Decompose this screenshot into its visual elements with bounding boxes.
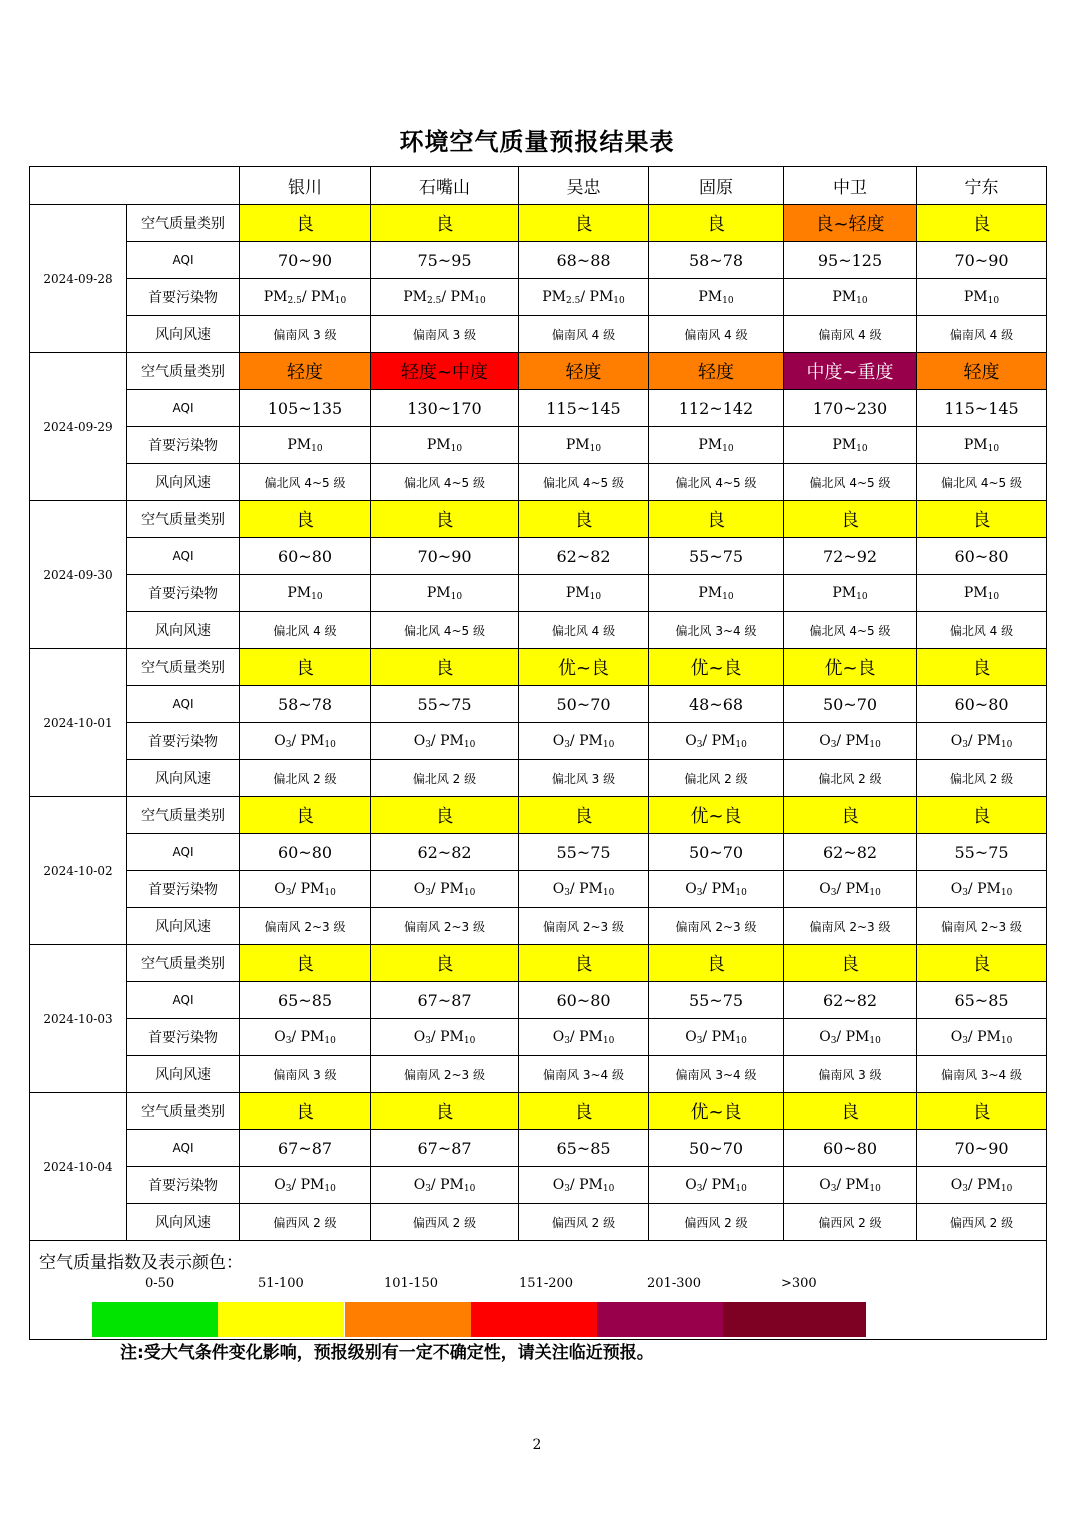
city-header: 中卫 bbox=[784, 167, 917, 205]
pollutant-row-label: 首要污染物 bbox=[127, 723, 240, 760]
legend-color-swatch bbox=[597, 1302, 723, 1337]
wind-cell: 偏北风 4~5 级 bbox=[784, 464, 917, 501]
aqi-cell: 60~80 bbox=[917, 538, 1047, 575]
quality-category-cell: 良 bbox=[519, 205, 649, 242]
pollutant-cell: $PM_{10}$ bbox=[649, 279, 784, 316]
quality-category-cell: 良 bbox=[240, 1093, 371, 1130]
date-cell: 2024-10-04 bbox=[30, 1093, 127, 1241]
quality-category-cell: 良 bbox=[784, 501, 917, 538]
pollutant-cell: $O_3/$ $PM_{10}$ bbox=[784, 1167, 917, 1204]
date-cell: 2024-09-29 bbox=[30, 353, 127, 501]
aqi-cell: 62~82 bbox=[519, 538, 649, 575]
quality-category-cell: 良 bbox=[917, 205, 1047, 242]
wind-row-label: 风向风速 bbox=[127, 760, 240, 797]
table-row bbox=[30, 1019, 1047, 1056]
pollutant-cell: $O_3/$ $PM_{10}$ bbox=[917, 1167, 1047, 1204]
wind-cell: 偏北风 4~5 级 bbox=[519, 464, 649, 501]
legend-range-label: 201-300 bbox=[647, 1276, 702, 1291]
pollutant-cell: $PM_{10}$ bbox=[371, 427, 519, 464]
pollutant-cell: $O_3/$ $PM_{10}$ bbox=[519, 871, 649, 908]
pollutant-cell: $O_3/$ $PM_{10}$ bbox=[917, 723, 1047, 760]
wind-cell: 偏北风 4~5 级 bbox=[371, 612, 519, 649]
aqi-row-label: AQI bbox=[127, 834, 240, 871]
table-row bbox=[30, 1167, 1047, 1204]
pollutant-cell: $PM_{2.5}/$ $PM_{10}$ bbox=[519, 279, 649, 316]
quality-category-cell: 良 bbox=[371, 501, 519, 538]
aqi-cell: 55~75 bbox=[649, 538, 784, 575]
aqi-cell: 58~78 bbox=[649, 242, 784, 279]
table-row bbox=[30, 501, 1047, 538]
category-row-label: 空气质量类别 bbox=[127, 501, 240, 538]
aqi-cell: 58~78 bbox=[240, 686, 371, 723]
city-header: 固原 bbox=[649, 167, 784, 205]
wind-cell: 偏南风 3 级 bbox=[240, 316, 371, 353]
legend-range-label: 51-100 bbox=[258, 1276, 304, 1291]
aqi-cell: 65~85 bbox=[917, 982, 1047, 1019]
aqi-cell: 62~82 bbox=[784, 834, 917, 871]
pollutant-cell: $O_3/$ $PM_{10}$ bbox=[371, 871, 519, 908]
wind-cell: 偏北风 4~5 级 bbox=[784, 612, 917, 649]
aqi-cell: 67~87 bbox=[371, 982, 519, 1019]
aqi-cell: 105~135 bbox=[240, 390, 371, 427]
aqi-cell: 115~145 bbox=[917, 390, 1047, 427]
quality-category-cell: 良 bbox=[784, 945, 917, 982]
wind-cell: 偏北风 3~4 级 bbox=[649, 612, 784, 649]
wind-cell: 偏北风 4~5 级 bbox=[649, 464, 784, 501]
aqi-row-label: AQI bbox=[127, 982, 240, 1019]
disclaimer-note: 注:受大气条件变化影响，预报级别有一定不确定性，请关注临近预报。 bbox=[120, 1343, 654, 1363]
quality-category-cell: 良 bbox=[784, 1093, 917, 1130]
pollutant-cell: $PM_{2.5}/$ $PM_{10}$ bbox=[371, 279, 519, 316]
wind-cell: 偏北风 2 级 bbox=[649, 760, 784, 797]
pollutant-cell: $PM_{10}$ bbox=[519, 575, 649, 612]
table-row bbox=[30, 316, 1047, 353]
aqi-cell: 50~70 bbox=[649, 834, 784, 871]
aqi-row-label: AQI bbox=[127, 1130, 240, 1167]
wind-cell: 偏南风 3~4 级 bbox=[917, 1056, 1047, 1093]
pollutant-cell: $PM_{2.5}/$ $PM_{10}$ bbox=[240, 279, 371, 316]
header-row bbox=[30, 167, 1047, 205]
aqi-cell: 50~70 bbox=[784, 686, 917, 723]
table-row bbox=[30, 205, 1047, 242]
wind-cell: 偏西风 2 级 bbox=[649, 1204, 784, 1241]
table-row bbox=[30, 723, 1047, 760]
wind-cell: 偏西风 2 级 bbox=[917, 1204, 1047, 1241]
quality-category-cell: 良 bbox=[519, 945, 649, 982]
date-cell: 2024-10-03 bbox=[30, 945, 127, 1093]
pollutant-cell: $O_3/$ $PM_{10}$ bbox=[649, 1167, 784, 1204]
quality-category-cell: 优~良 bbox=[649, 797, 784, 834]
pollutant-cell: $PM_{10}$ bbox=[519, 427, 649, 464]
pollutant-cell: $PM_{10}$ bbox=[784, 575, 917, 612]
aqi-cell: 60~80 bbox=[240, 834, 371, 871]
quality-category-cell: 良 bbox=[240, 649, 371, 686]
pollutant-cell: $PM_{10}$ bbox=[240, 575, 371, 612]
aqi-cell: 55~75 bbox=[917, 834, 1047, 871]
table-row bbox=[30, 1056, 1047, 1093]
wind-cell: 偏北风 3 级 bbox=[519, 760, 649, 797]
table-row bbox=[30, 242, 1047, 279]
table-row bbox=[30, 908, 1047, 945]
category-row-label: 空气质量类别 bbox=[127, 797, 240, 834]
wind-cell: 偏西风 2 级 bbox=[240, 1204, 371, 1241]
aqi-cell: 70~90 bbox=[371, 538, 519, 575]
legend-range-label: >300 bbox=[781, 1276, 817, 1291]
table-row bbox=[30, 353, 1047, 390]
pollutant-cell: $O_3/$ $PM_{10}$ bbox=[371, 1019, 519, 1056]
pollutant-row-label: 首要污染物 bbox=[127, 427, 240, 464]
pollutant-cell: $O_3/$ $PM_{10}$ bbox=[649, 871, 784, 908]
wind-cell: 偏南风 4 级 bbox=[649, 316, 784, 353]
wind-cell: 偏北风 2 级 bbox=[371, 760, 519, 797]
quality-category-cell: 良 bbox=[240, 501, 371, 538]
aqi-cell: 95~125 bbox=[784, 242, 917, 279]
pollutant-cell: $O_3/$ $PM_{10}$ bbox=[649, 1019, 784, 1056]
aqi-cell: 130~170 bbox=[371, 390, 519, 427]
table-row bbox=[30, 760, 1047, 797]
wind-cell: 偏北风 4~5 级 bbox=[371, 464, 519, 501]
aqi-cell: 67~87 bbox=[371, 1130, 519, 1167]
legend-range-label: 101-150 bbox=[384, 1276, 439, 1291]
quality-category-cell: 中度~重度 bbox=[784, 353, 917, 390]
page-number: 2 bbox=[532, 1437, 542, 1453]
quality-category-cell: 良 bbox=[240, 945, 371, 982]
pollutant-cell: $PM_{10}$ bbox=[649, 427, 784, 464]
wind-cell: 偏北风 2 级 bbox=[240, 760, 371, 797]
pollutant-cell: $O_3/$ $PM_{10}$ bbox=[371, 723, 519, 760]
wind-cell: 偏北风 4 级 bbox=[240, 612, 371, 649]
quality-category-cell: 良 bbox=[371, 1093, 519, 1130]
quality-category-cell: 良 bbox=[240, 205, 371, 242]
table-row bbox=[30, 982, 1047, 1019]
wind-cell: 偏南风 2~3 级 bbox=[371, 1056, 519, 1093]
pollutant-row-label: 首要污染物 bbox=[127, 871, 240, 908]
aqi-cell: 60~80 bbox=[240, 538, 371, 575]
aqi-cell: 70~90 bbox=[240, 242, 371, 279]
pollutant-cell: $O_3/$ $PM_{10}$ bbox=[917, 871, 1047, 908]
quality-category-cell: 良 bbox=[917, 1093, 1047, 1130]
table-row bbox=[30, 797, 1047, 834]
quality-category-cell: 良 bbox=[917, 649, 1047, 686]
table-row bbox=[30, 538, 1047, 575]
wind-cell: 偏南风 2~3 级 bbox=[371, 908, 519, 945]
wind-cell: 偏南风 3 级 bbox=[371, 316, 519, 353]
pollutant-row-label: 首要污染物 bbox=[127, 1167, 240, 1204]
pollutant-row-label: 首要污染物 bbox=[127, 279, 240, 316]
quality-category-cell: 良 bbox=[371, 205, 519, 242]
aqi-row-label: AQI bbox=[127, 538, 240, 575]
wind-cell: 偏南风 4 级 bbox=[519, 316, 649, 353]
wind-cell: 偏南风 3~4 级 bbox=[649, 1056, 784, 1093]
table-row bbox=[30, 612, 1047, 649]
wind-row-label: 风向风速 bbox=[127, 612, 240, 649]
table-row bbox=[30, 464, 1047, 501]
wind-cell: 偏南风 2~3 级 bbox=[240, 908, 371, 945]
quality-category-cell: 良 bbox=[519, 501, 649, 538]
aqi-cell: 60~80 bbox=[917, 686, 1047, 723]
pollutant-cell: $PM_{10}$ bbox=[371, 575, 519, 612]
legend-row bbox=[30, 1241, 1047, 1340]
table-row bbox=[30, 945, 1047, 982]
quality-category-cell: 良 bbox=[917, 945, 1047, 982]
pollutant-cell: $PM_{10}$ bbox=[917, 279, 1047, 316]
table-row bbox=[30, 1130, 1047, 1167]
quality-category-cell: 优~良 bbox=[649, 1093, 784, 1130]
aqi-row-label: AQI bbox=[127, 242, 240, 279]
quality-category-cell: 优~良 bbox=[649, 649, 784, 686]
aqi-cell: 60~80 bbox=[784, 1130, 917, 1167]
category-row-label: 空气质量类别 bbox=[127, 649, 240, 686]
aqi-cell: 62~82 bbox=[784, 982, 917, 1019]
aqi-cell: 72~92 bbox=[784, 538, 917, 575]
aqi-cell: 67~87 bbox=[240, 1130, 371, 1167]
wind-cell: 偏南风 3~4 级 bbox=[519, 1056, 649, 1093]
wind-cell: 偏西风 2 级 bbox=[519, 1204, 649, 1241]
legend-color-swatch bbox=[218, 1302, 344, 1337]
pollutant-cell: $O_3/$ $PM_{10}$ bbox=[519, 723, 649, 760]
quality-category-cell: 良 bbox=[371, 649, 519, 686]
quality-category-cell: 良 bbox=[917, 501, 1047, 538]
quality-category-cell: 良 bbox=[649, 205, 784, 242]
pollutant-row-label: 首要污染物 bbox=[127, 1019, 240, 1056]
pollutant-cell: $O_3/$ $PM_{10}$ bbox=[240, 723, 371, 760]
date-cell: 2024-10-01 bbox=[30, 649, 127, 797]
pollutant-cell: $PM_{10}$ bbox=[784, 279, 917, 316]
quality-category-cell: 良~轻度 bbox=[784, 205, 917, 242]
quality-category-cell: 优~良 bbox=[784, 649, 917, 686]
aqi-cell: 50~70 bbox=[649, 1130, 784, 1167]
quality-category-cell: 良 bbox=[649, 945, 784, 982]
quality-category-cell: 轻度~中度 bbox=[371, 353, 519, 390]
legend-range-label: 0-50 bbox=[145, 1276, 175, 1291]
quality-category-cell: 良 bbox=[649, 501, 784, 538]
wind-row-label: 风向风速 bbox=[127, 464, 240, 501]
pollutant-cell: $O_3/$ $PM_{10}$ bbox=[519, 1019, 649, 1056]
quality-category-cell: 良 bbox=[519, 1093, 649, 1130]
aqi-cell: 115~145 bbox=[519, 390, 649, 427]
date-cell: 2024-09-28 bbox=[30, 205, 127, 353]
wind-cell: 偏北风 4~5 级 bbox=[917, 464, 1047, 501]
quality-category-cell: 轻度 bbox=[649, 353, 784, 390]
city-header: 宁东 bbox=[917, 167, 1047, 205]
city-header: 吴忠 bbox=[519, 167, 649, 205]
aqi-cell: 70~90 bbox=[917, 242, 1047, 279]
pollutant-cell: $PM_{10}$ bbox=[917, 427, 1047, 464]
header-corner bbox=[30, 167, 240, 205]
aqi-cell: 68~88 bbox=[519, 242, 649, 279]
quality-category-cell: 良 bbox=[784, 797, 917, 834]
quality-category-cell: 轻度 bbox=[519, 353, 649, 390]
aqi-cell: 65~85 bbox=[519, 1130, 649, 1167]
aqi-cell: 48~68 bbox=[649, 686, 784, 723]
wind-cell: 偏西风 2 级 bbox=[784, 1204, 917, 1241]
pollutant-cell: $O_3/$ $PM_{10}$ bbox=[784, 723, 917, 760]
aqi-cell: 60~80 bbox=[519, 982, 649, 1019]
quality-category-cell: 良 bbox=[240, 797, 371, 834]
pollutant-cell: $O_3/$ $PM_{10}$ bbox=[519, 1167, 649, 1204]
aqi-cell: 70~90 bbox=[917, 1130, 1047, 1167]
category-row-label: 空气质量类别 bbox=[127, 1093, 240, 1130]
table-row bbox=[30, 279, 1047, 316]
aqi-color-legend bbox=[30, 1241, 1047, 1340]
wind-cell: 偏南风 2~3 级 bbox=[917, 908, 1047, 945]
category-row-label: 空气质量类别 bbox=[127, 205, 240, 242]
aqi-row-label: AQI bbox=[127, 390, 240, 427]
quality-category-cell: 轻度 bbox=[240, 353, 371, 390]
legend-color-swatch bbox=[723, 1302, 866, 1337]
quality-category-cell: 良 bbox=[371, 945, 519, 982]
wind-cell: 偏北风 2 级 bbox=[917, 760, 1047, 797]
table-row bbox=[30, 427, 1047, 464]
pollutant-cell: $O_3/$ $PM_{10}$ bbox=[784, 871, 917, 908]
quality-category-cell: 轻度 bbox=[917, 353, 1047, 390]
quality-category-cell: 良 bbox=[371, 797, 519, 834]
wind-cell: 偏南风 3 级 bbox=[240, 1056, 371, 1093]
wind-row-label: 风向风速 bbox=[127, 1204, 240, 1241]
table-row bbox=[30, 686, 1047, 723]
aqi-cell: 55~75 bbox=[649, 982, 784, 1019]
wind-cell: 偏北风 4 级 bbox=[519, 612, 649, 649]
pollutant-cell: $O_3/$ $PM_{10}$ bbox=[240, 1019, 371, 1056]
legend-color-swatch bbox=[345, 1302, 471, 1337]
pollutant-cell: $O_3/$ $PM_{10}$ bbox=[649, 723, 784, 760]
aqi-row-label: AQI bbox=[127, 686, 240, 723]
aqi-cell: 65~85 bbox=[240, 982, 371, 1019]
legend-title: 空气质量指数及表示颜色： bbox=[39, 1253, 243, 1273]
wind-cell: 偏南风 3 级 bbox=[784, 1056, 917, 1093]
wind-cell: 偏南风 4 级 bbox=[784, 316, 917, 353]
table-row bbox=[30, 834, 1047, 871]
table-row bbox=[30, 871, 1047, 908]
table-row bbox=[30, 390, 1047, 427]
legend-color-swatch bbox=[92, 1302, 218, 1337]
table-row bbox=[30, 575, 1047, 612]
wind-cell: 偏南风 4 级 bbox=[917, 316, 1047, 353]
aqi-cell: 62~82 bbox=[371, 834, 519, 871]
wind-cell: 偏北风 2 级 bbox=[784, 760, 917, 797]
pollutant-row-label: 首要污染物 bbox=[127, 575, 240, 612]
category-row-label: 空气质量类别 bbox=[127, 353, 240, 390]
wind-cell: 偏北风 4 级 bbox=[917, 612, 1047, 649]
pollutant-cell: $PM_{10}$ bbox=[784, 427, 917, 464]
table-row bbox=[30, 649, 1047, 686]
legend-color-swatch bbox=[471, 1302, 597, 1337]
aqi-cell: 112~142 bbox=[649, 390, 784, 427]
wind-cell: 偏南风 2~3 级 bbox=[784, 908, 917, 945]
city-header: 石嘴山 bbox=[371, 167, 519, 205]
wind-row-label: 风向风速 bbox=[127, 908, 240, 945]
aqi-cell: 170~230 bbox=[784, 390, 917, 427]
pollutant-cell: $O_3/$ $PM_{10}$ bbox=[240, 1167, 371, 1204]
pollutant-cell: $O_3/$ $PM_{10}$ bbox=[240, 871, 371, 908]
wind-cell: 偏西风 2 级 bbox=[371, 1204, 519, 1241]
wind-cell: 偏北风 4~5 级 bbox=[240, 464, 371, 501]
city-header: 银川 bbox=[240, 167, 371, 205]
aqi-cell: 55~75 bbox=[371, 686, 519, 723]
date-cell: 2024-09-30 bbox=[30, 501, 127, 649]
date-cell: 2024-10-02 bbox=[30, 797, 127, 945]
page-title: 环境空气质量预报结果表 bbox=[399, 128, 675, 156]
pollutant-cell: $PM_{10}$ bbox=[917, 575, 1047, 612]
category-row-label: 空气质量类别 bbox=[127, 945, 240, 982]
aqi-cell: 50~70 bbox=[519, 686, 649, 723]
wind-row-label: 风向风速 bbox=[127, 1056, 240, 1093]
aqi-cell: 75~95 bbox=[371, 242, 519, 279]
pollutant-cell: $O_3/$ $PM_{10}$ bbox=[917, 1019, 1047, 1056]
pollutant-cell: $PM_{10}$ bbox=[649, 575, 784, 612]
aqi-cell: 55~75 bbox=[519, 834, 649, 871]
pollutant-cell: $O_3/$ $PM_{10}$ bbox=[784, 1019, 917, 1056]
pollutant-cell: $PM_{10}$ bbox=[240, 427, 371, 464]
table-row bbox=[30, 1093, 1047, 1130]
legend-range-label: 151-200 bbox=[519, 1276, 574, 1291]
wind-cell: 偏南风 2~3 级 bbox=[519, 908, 649, 945]
wind-cell: 偏南风 2~3 级 bbox=[649, 908, 784, 945]
pollutant-cell: $O_3/$ $PM_{10}$ bbox=[371, 1167, 519, 1204]
wind-row-label: 风向风速 bbox=[127, 316, 240, 353]
table-row bbox=[30, 1204, 1047, 1241]
quality-category-cell: 优~良 bbox=[519, 649, 649, 686]
quality-category-cell: 良 bbox=[917, 797, 1047, 834]
forecast-table bbox=[29, 166, 1047, 1340]
quality-category-cell: 良 bbox=[519, 797, 649, 834]
